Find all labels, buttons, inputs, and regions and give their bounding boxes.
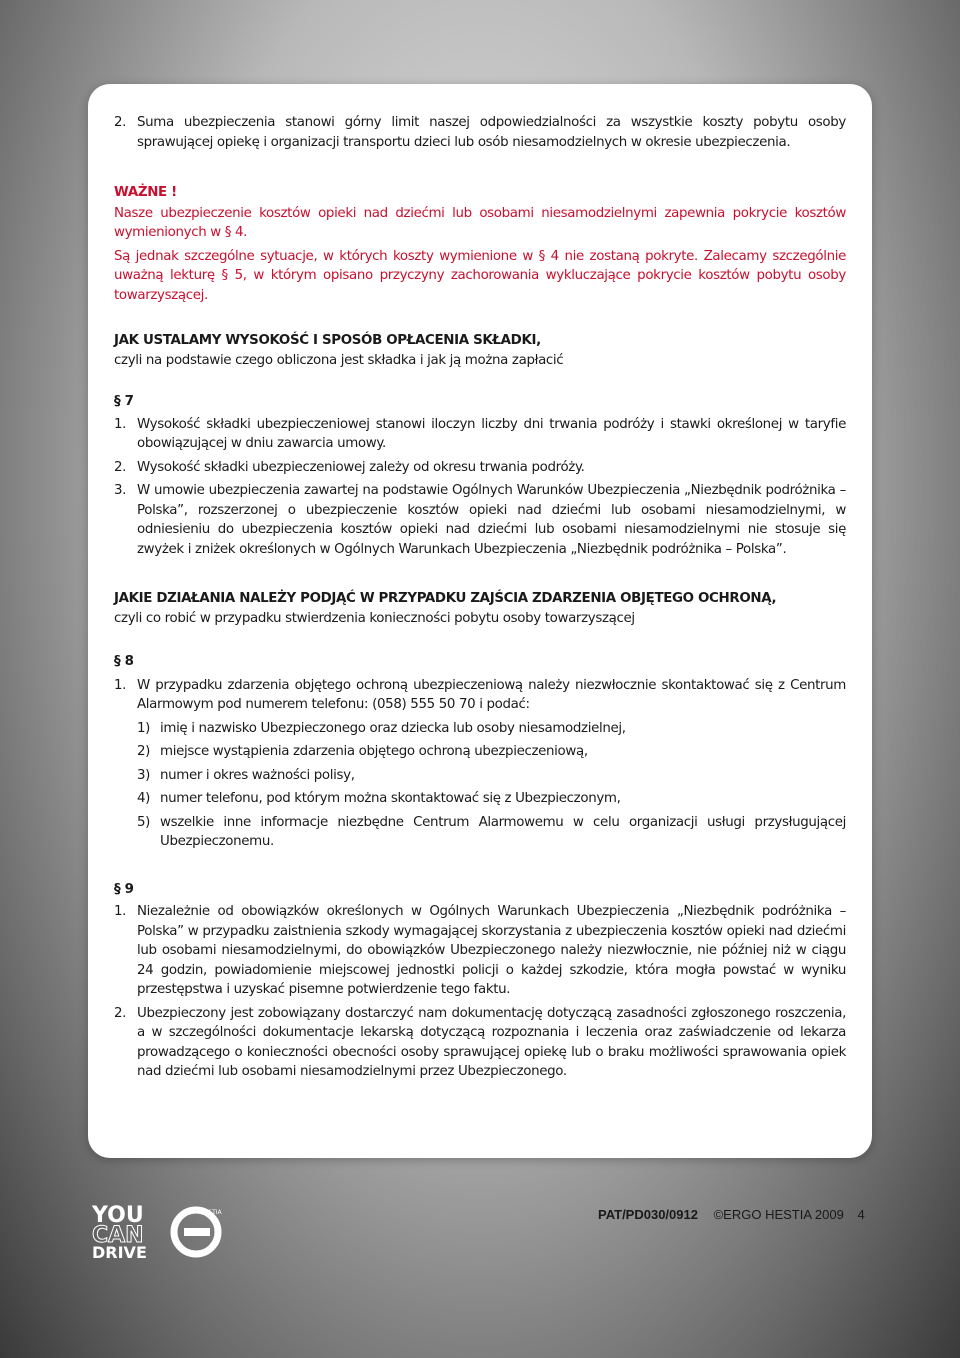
list-item: [114, 902, 846, 1000]
sub-item-text: numer telefonu, pod którym można skontaktować się z Ubezpieczonym,: [160, 791, 621, 806]
intro-item: [114, 113, 846, 152]
item-text: Niezależnie od obowiązków określonych w Ogólnych Warunkach Ubezpieczenia „Niezbędnik podróżnika – Polska” w przypadku zaistnienia szkody wymagającej skorzystania z ubezpieczenia kosztów opieki nad dziećmi lub osobami niesamodzielnymi, do obowiązków Ubezpieczonego należy niezwłocznie, nie później niż w ciągu 24 godzin, powiadomienie miejscowej jednostki policji o każdej szkodzie, która mogła powstać w wyniku przestępstwa i uzyskać pisemne potwierdzenie tego faktu.: [137, 904, 846, 997]
sub-item-text: imię i nazwisko Ubezpieczonego oraz dziecka lub osoby niesamodzielnej,: [160, 720, 626, 736]
section-heading: JAKIE DZIAŁANIA NALEŻY PODJĄĆ W PRZYPADKU ZAJŚCIA ZDARZENIA OBJĘTEGO OCHRONĄ,: [114, 591, 777, 606]
list-item: [114, 415, 846, 454]
page-footer: [598, 1207, 865, 1222]
item-number: 1.: [114, 677, 127, 693]
sub-item-text: numer i okres ważności polisy,: [160, 767, 355, 783]
document-code: PAT/PD030/0912: [598, 1207, 698, 1222]
item-text: Wysokość składki ubezpieczeniowej zależy od okresu trwania podróży.: [137, 459, 585, 475]
list-item: [114, 458, 846, 478]
document-body: [114, 113, 846, 1082]
item-number: 2.: [114, 115, 127, 130]
sub-item-number: 5): [137, 814, 151, 830]
you-can-drive-logo: [88, 1198, 248, 1262]
section-subheading: czyli co robić w przypadku stwierdzenia konieczności pobytu osoby towarzyszącej: [114, 610, 635, 626]
list-item: [114, 676, 846, 715]
sub-list-item: [137, 719, 846, 739]
important-label: WAŻNE !: [114, 185, 177, 200]
paragraph-7: § 7: [114, 394, 134, 409]
item-text: Suma ubezpieczenia stanowi górny limit naszej odpowiedzialności za wszystkie koszty pobytu osoby sprawującej opiekę i organizacji transportu dzieci lub osób niesamodzielnych w okresie ubezpieczenia.: [137, 115, 846, 150]
item-number: 1.: [114, 416, 127, 432]
item-number: 1.: [114, 904, 127, 919]
sub-item-number: 2): [137, 744, 151, 759]
copyright: ©ERGO HESTIA 2009: [713, 1207, 844, 1222]
section-subheading: czyli na podstawie czego obliczona jest składka i jak ją można zapłacić: [114, 352, 564, 368]
item-text: Wysokość składki ubezpieczeniowej stanowi iloczyn liczby dni trwania podróży i stawki określonej w taryfie obowiązującej w dniu zawarcia umowy.: [137, 416, 846, 451]
sub-item-text: wszelkie inne informacje niezbędne Centrum Alarmowemu w celu organizacji usługi przysługującej Ubezpieczonemu.: [160, 814, 846, 849]
logo-text-can: CAN: [92, 1223, 144, 1248]
list-item: [114, 481, 846, 559]
sub-item-text: miejsce wystąpienia zdarzenia objętego ochroną ubezpieczeniową,: [160, 744, 588, 759]
item-number: 2.: [114, 459, 127, 475]
important-line-2: Są jednak szczególne sytuacje, w których koszty wymienione w § 4 nie zostaną pokryte. Zalecamy szczególnie uważną lekturę § 5, w którym opisano przyczyny zachorowania wykluczające pokrycie kosztów pobytu osoby towarzyszącej.: [114, 248, 846, 303]
item-number: 3.: [114, 483, 127, 498]
item-text: W przypadku zdarzenia objętego ochroną ubezpieczeniową należy niezwłocznie skontaktować się z Centrum Alarmowym pod numerem telefonu: (058) 555 50 70 i podać:: [137, 677, 846, 712]
list-item: [114, 1004, 846, 1082]
logo-bar-icon: [184, 1228, 210, 1236]
item-text: W umowie ubezpieczenia zawartej na podstawie Ogólnych Warunków Ubezpieczenia „Niezbędnik podróżnika – Polska”, rozszerzonej o ubezpieczenie kosztów opieki nad dziećmi lub osobami niesamodzielnymi, w odniesieniu do ubezpieczenia kosztów opieki nad dziećmi lub osobami niesamodzielnymi nie stosuje się zwyżek i zniżek określonych w Ogólnych Warunkach Ubezpieczenia „Niezbędnik podróżnika – Polska”.: [137, 483, 846, 557]
paragraph-9: § 9: [114, 881, 134, 897]
item-number: 2.: [114, 1005, 127, 1021]
logo-brand: HESTIA: [200, 1209, 222, 1216]
sub-list-item: [137, 813, 846, 852]
logo-text-drive: DRIVE: [92, 1243, 147, 1262]
section-heading: JAK USTALAMY WYSOKOŚĆ I SPOSÓB OPŁACENIA SKŁADKI,: [114, 333, 541, 348]
sub-list-item: [137, 742, 846, 762]
item-text: Ubezpieczony jest zobowiązany dostarczyć nam dokumentację dotyczącą zasadności zgłoszonego roszczenia, a w szczególności dokumentacje lekarską dotyczącą rozpoznania i leczenia oraz zaświadczenie od lekarza prowadzącego o konieczności obecności osoby sprawującej opiekę lub o braku możliwości sprawowania opiek nad dziećmi lub osobami niesamodzielnymi przez Ubezpieczonego.: [137, 1005, 846, 1079]
page-number: 4: [857, 1207, 865, 1222]
sub-item-number: 1): [137, 720, 151, 736]
paragraph-8: § 8: [114, 654, 134, 669]
logo-text-you: YOU: [92, 1203, 144, 1228]
sub-item-number: 4): [137, 791, 151, 806]
sub-list-item: [137, 766, 846, 786]
important-notice: [114, 183, 846, 305]
sub-list-item: [137, 789, 846, 809]
important-line-1: Nasze ubezpieczenie kosztów opieki nad dziećmi lub osobami niesamodzielnymi zapewnia pokrycie kosztów wymienionych w § 4.: [114, 205, 846, 240]
sub-item-number: 3): [137, 767, 151, 783]
